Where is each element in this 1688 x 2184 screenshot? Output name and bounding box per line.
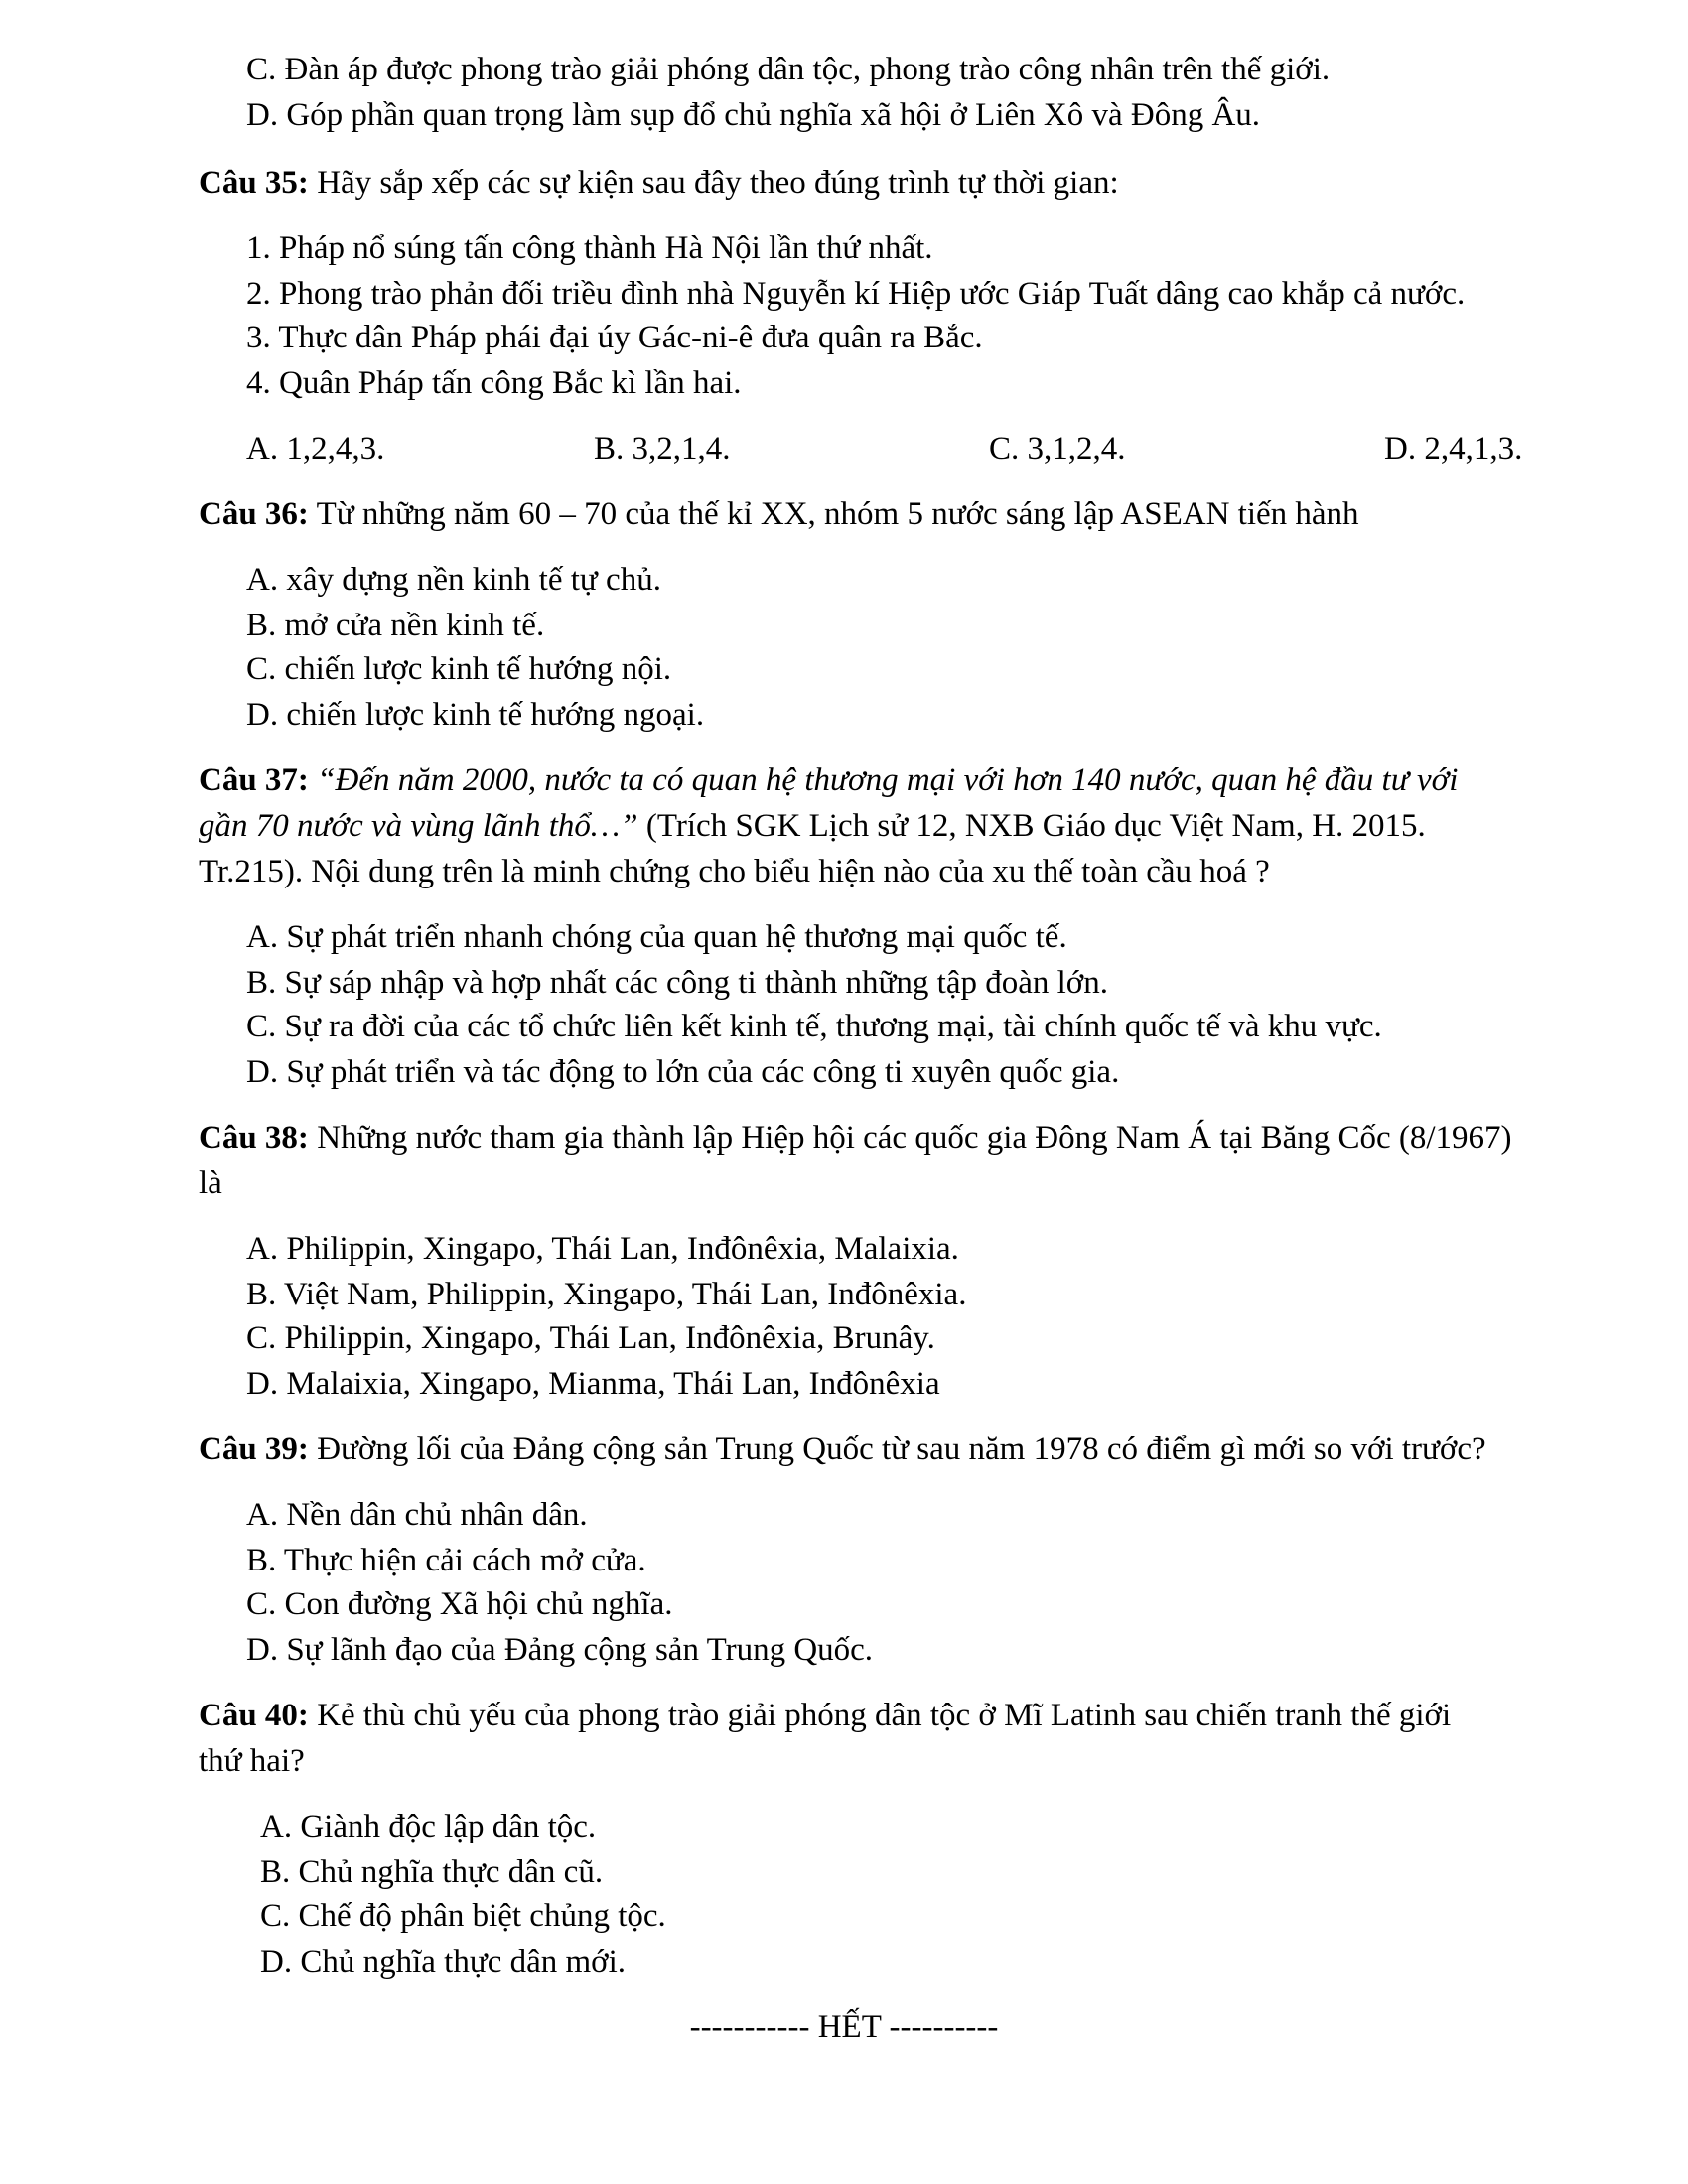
q37-option-c[interactable]: C. Sự ra đời của các tổ chức liên kết kinh tế, thương mại, tài chính quốc tế và khu vực. <box>246 1009 1382 1044</box>
question-39 <box>199 1428 1486 1472</box>
question-38-line-2: là <box>199 1165 222 1201</box>
question-40-label: Câu 40: <box>199 1698 309 1733</box>
q39-option-c[interactable]: C. Con đường Xã hội chủ nghĩa. <box>246 1586 673 1622</box>
q37-option-d[interactable]: D. Sự phát triển và tác động to lớn của các công ti xuyên quốc gia. <box>246 1054 1120 1090</box>
q38-option-d[interactable]: D. Malaixia, Xingapo, Mianma, Thái Lan, Inđônêxia <box>246 1366 940 1402</box>
prev-option-d: D. Góp phần quan trọng làm sụp đổ chủ nghĩa xã hội ở Liên Xô và Đông Âu. <box>246 97 1261 133</box>
question-35-label: Câu 35: <box>199 165 309 201</box>
q40-option-c[interactable]: C. Chế độ phân biệt chủng tộc. <box>260 1898 666 1934</box>
q36-option-d[interactable]: D. chiến lược kinh tế hướng ngoại. <box>246 697 705 733</box>
question-37-quote-part1: “Đến năm 2000, nước ta có quan hệ thương mại với hơn 140 nước, quan hệ đầu tư với <box>317 762 1459 798</box>
question-36 <box>199 492 1359 537</box>
q36-option-b[interactable]: B. mở cửa nền kinh tế. <box>246 608 545 643</box>
q36-option-a[interactable]: A. xây dựng nền kinh tế tự chủ. <box>246 562 661 598</box>
end-marker: ----------- HẾT ---------- <box>689 2009 999 2045</box>
question-40-text: Kẻ thù chủ yếu của phong trào giải phóng dân tộc ở Mĩ Latinh sau chiến tranh thế giới <box>317 1698 1452 1733</box>
q35-answer-a[interactable]: A. 1,2,4,3. <box>246 431 385 467</box>
q38-option-c[interactable]: C. Philippin, Xingapo, Thái Lan, Inđônêxia, Brunây. <box>246 1320 935 1356</box>
question-37-quote-part2: gần 70 nước và vùng lãnh thổ…” <box>199 808 638 844</box>
q35-item-1: 1. Pháp nổ súng tấn công thành Hà Nội lần thứ nhất. <box>246 230 933 266</box>
question-35-text: Hãy sắp xếp các sự kiện sau đây theo đúng trình tự thời gian: <box>317 165 1119 201</box>
q35-item-2: 2. Phong trào phản đối triều đình nhà Nguyễn kí Hiệp ước Giáp Tuất dâng cao khắp cả nước. <box>246 276 1466 312</box>
prev-option-c: C. Đàn áp được phong trào giải phóng dân tộc, phong trào công nhân trên thế giới. <box>246 52 1331 87</box>
question-37-label: Câu 37: <box>199 762 309 798</box>
question-37-line-1 <box>199 758 1458 803</box>
q35-item-4: 4. Quân Pháp tấn công Bắc kì lần hai. <box>246 365 742 401</box>
question-38-label: Câu 38: <box>199 1120 309 1156</box>
q35-answer-c[interactable]: C. 3,1,2,4. <box>989 431 1126 467</box>
question-37-source: (Trích SGK Lịch sử 12, NXB Giáo dục Việt Nam, H. 2015. <box>645 808 1426 844</box>
question-37-line-3: Tr.215). Nội dung trên là minh chứng cho biểu hiện nào của xu thế toàn cầu hoá ? <box>199 854 1270 889</box>
q38-option-a[interactable]: A. Philippin, Xingapo, Thái Lan, Inđônêxia, Malaixia. <box>246 1231 959 1267</box>
question-38-text: Những nước tham gia thành lập Hiệp hội các quốc gia Đông Nam Á tại Băng Cốc (8/1967) <box>317 1120 1512 1156</box>
question-40-line-2: thứ hai? <box>199 1743 305 1779</box>
question-39-text: Đường lối của Đảng cộng sản Trung Quốc từ sau năm 1978 có điểm gì mới so với trước? <box>317 1432 1486 1467</box>
q38-option-b[interactable]: B. Việt Nam, Philippin, Xingapo, Thái Lan, Inđônêxia. <box>246 1277 967 1312</box>
q37-option-a[interactable]: A. Sự phát triển nhanh chóng của quan hệ thương mại quốc tế. <box>246 919 1067 955</box>
question-36-label: Câu 36: <box>199 496 309 532</box>
question-35 <box>199 161 1119 205</box>
q37-option-b[interactable]: B. Sự sáp nhập và hợp nhất các công ti thành những tập đoàn lớn. <box>246 965 1109 1001</box>
question-36-text: Từ những năm 60 – 70 của thế kỉ XX, nhóm 5 nước sáng lập ASEAN tiến hành <box>316 496 1359 532</box>
question-38 <box>199 1116 1512 1160</box>
q36-option-c[interactable]: C. chiến lược kinh tế hướng nội. <box>246 651 672 687</box>
question-40 <box>199 1694 1451 1738</box>
question-39-label: Câu 39: <box>199 1432 309 1467</box>
q40-option-a[interactable]: A. Giành độc lập dân tộc. <box>260 1809 597 1844</box>
question-37-line-2 <box>199 804 1426 849</box>
q40-option-d[interactable]: D. Chủ nghĩa thực dân mới. <box>260 1944 627 1979</box>
q40-option-b[interactable]: B. Chủ nghĩa thực dân cũ. <box>260 1854 604 1890</box>
q35-answer-d[interactable]: D. 2,4,1,3. <box>1384 431 1523 467</box>
q35-item-3: 3. Thực dân Pháp phái đại úy Gác-ni-ê đưa quân ra Bắc. <box>246 320 983 355</box>
q39-option-b[interactable]: B. Thực hiện cải cách mở cửa. <box>246 1543 646 1578</box>
q35-answer-b[interactable]: B. 3,2,1,4. <box>594 431 731 467</box>
q39-option-a[interactable]: A. Nền dân chủ nhân dân. <box>246 1497 588 1533</box>
q39-option-d[interactable]: D. Sự lãnh đạo của Đảng cộng sản Trung Quốc. <box>246 1632 874 1668</box>
